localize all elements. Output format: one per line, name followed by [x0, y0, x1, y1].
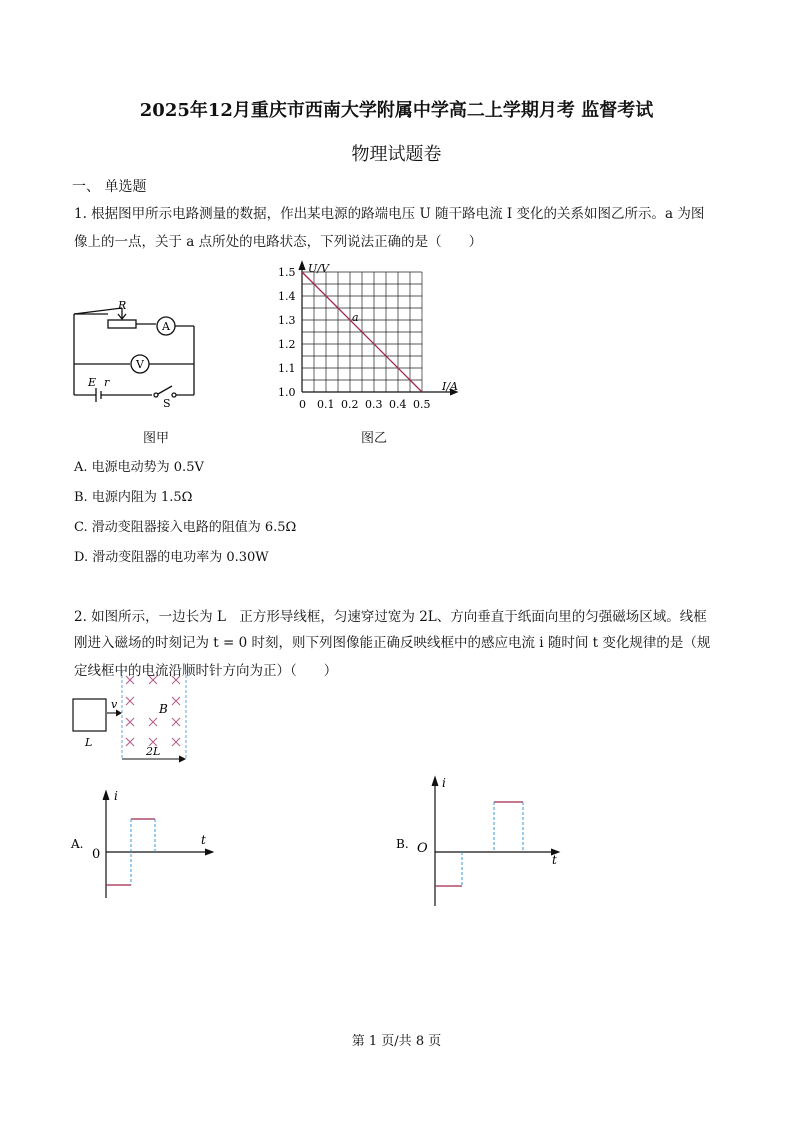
graph-a-ylabel: i — [114, 789, 118, 803]
label-v: v — [111, 698, 118, 711]
graph-b — [392, 772, 572, 908]
label-L: L — [85, 736, 93, 749]
section-heading: 一、 单选题 — [72, 179, 147, 195]
label-S: S — [163, 397, 171, 410]
y-tick-label: 1.5 — [278, 266, 296, 279]
graph-b-ylabel: i — [442, 776, 446, 790]
y-tick-label: 1.2 — [278, 338, 296, 351]
y-axis-label: U/V — [308, 262, 329, 275]
fig-b-caption: 图乙 — [361, 431, 388, 446]
label-E: E — [88, 376, 97, 389]
q1-option-c[interactable]: C. 滑动变阻器接入电路的阻值为 6.5Ω — [74, 520, 297, 535]
page-footer: 第 1 页/共 8 页 — [351, 1034, 442, 1049]
graph-a — [66, 786, 226, 901]
graph-b-origin: O — [417, 841, 428, 856]
x-tick-label: 0.1 — [317, 398, 335, 411]
circuit-diagram — [60, 300, 210, 410]
page-title: 2025年12月重庆市西南大学附属中学高二上学期月考 监督考试 — [139, 100, 654, 121]
label-R: R — [118, 300, 127, 312]
y-tick-label: 1.4 — [278, 290, 296, 303]
point-a-label: a — [352, 311, 359, 324]
y-tick-label: 1.0 — [278, 386, 296, 399]
label-2L: 2L — [146, 745, 161, 758]
graph-a-option[interactable]: A. — [71, 837, 84, 851]
x-tick-label: 0.3 — [365, 398, 383, 411]
q1-stem-line1: 1. 根据图甲所示电路测量的数据，作出某电源的路端电压 U 随干路电流 I 变化的关系如图乙所示。a 为图 — [74, 206, 705, 222]
field-cross-icon — [126, 697, 134, 705]
x-tick-label: 0.5 — [413, 398, 431, 411]
q1-option-a[interactable]: A. 电源电动势为 0.5V — [74, 460, 204, 475]
field-cross-icon — [126, 738, 134, 746]
ui-graph — [270, 258, 480, 416]
voltmeter-icon: V — [136, 358, 144, 371]
y-tick-label: 1.3 — [278, 314, 296, 327]
ammeter-icon: A — [162, 320, 170, 333]
graph-a-xlabel: t — [201, 833, 206, 847]
label-B: B — [159, 702, 168, 716]
q1-option-b[interactable]: B. 电源内阻为 1.5Ω — [74, 490, 193, 505]
page-subtitle: 物理试题卷 — [351, 144, 442, 165]
graph-b-option[interactable]: B. — [396, 837, 409, 851]
q1-stem-line2: 像上的一点，关于 a 点所处的电路状态，下列说法正确的是（ ） — [74, 234, 483, 250]
x-tick-label: 0.4 — [389, 398, 407, 411]
field-cross-icon — [126, 676, 134, 684]
fig-a-caption: 图甲 — [143, 431, 170, 446]
magnetic-field-diagram — [66, 668, 196, 763]
q2-stem-line2: 刚进入磁场的时刻记为 t = 0 时刻，则下列图像能正确反映线框中的感应电流 i 随时间 t 变化规律的是（规 — [74, 635, 711, 651]
x-axis-label: I/A — [442, 380, 458, 393]
field-cross-icon — [149, 676, 157, 684]
q2-stem-line3: 定线框中的电流沿顺时针方向为正）（ ） — [74, 663, 338, 679]
x-tick-label: 0 — [299, 398, 306, 411]
field-cross-icon — [172, 697, 180, 705]
field-cross-icon — [172, 718, 180, 726]
y-tick-label: 1.1 — [278, 362, 296, 375]
q2-stem-line1: 2. 如图所示，一边长为 L 正方形导线框，匀速穿过宽为 2L、方向垂直于纸面向里的匀强磁场区域。线框 — [74, 609, 707, 625]
graph-a-origin: 0 — [92, 847, 101, 862]
field-cross-icon — [126, 718, 134, 726]
field-cross-icon — [149, 718, 157, 726]
q1-option-d[interactable]: D. 滑动变阻器的电功率为 0.30W — [74, 550, 269, 565]
x-tick-label: 0.2 — [341, 398, 359, 411]
field-cross-icon — [172, 676, 180, 684]
label-r: r — [104, 376, 110, 389]
graph-b-xlabel: t — [552, 853, 557, 867]
field-cross-icon — [172, 738, 180, 746]
